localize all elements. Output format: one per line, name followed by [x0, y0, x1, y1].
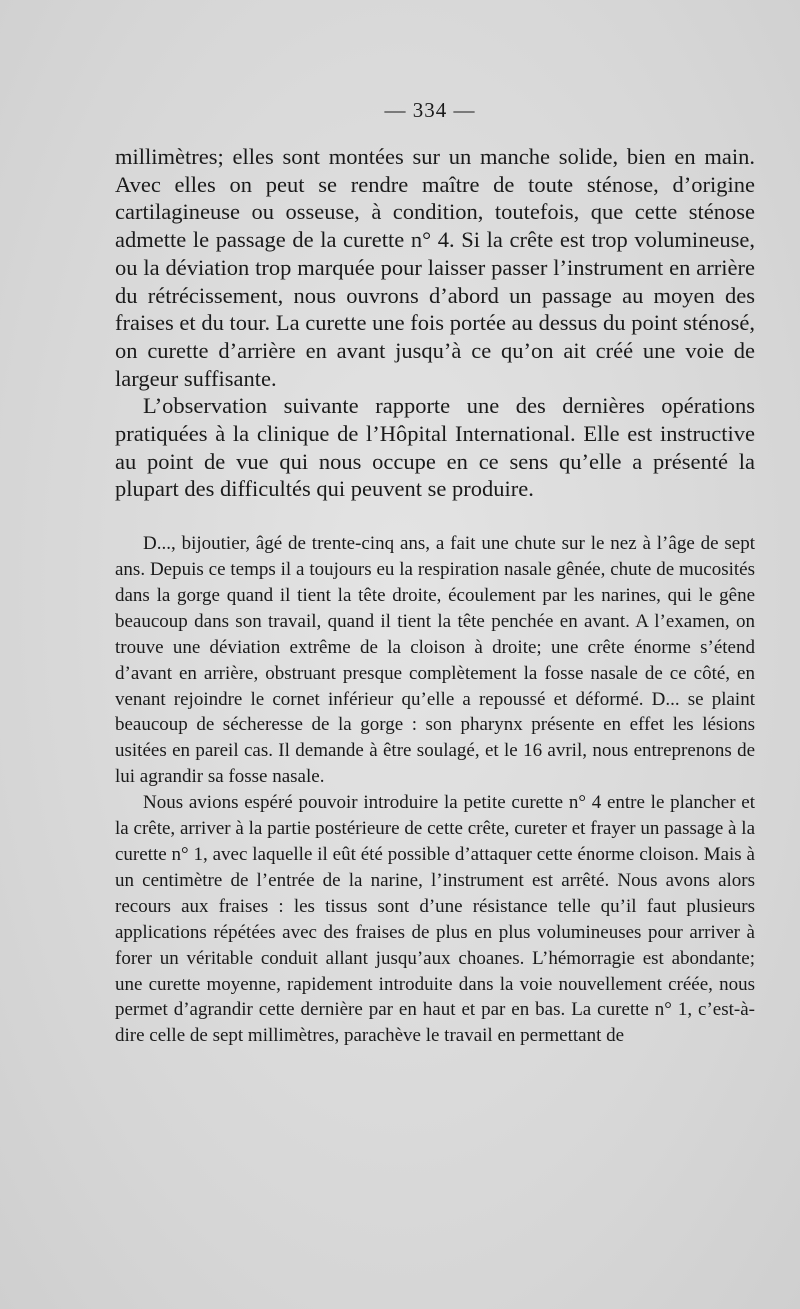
paragraph-case-history: D..., bijoutier, âgé de trente-cinq ans, a fait une chute sur le nez à l’âge de sept ans. Depuis ce temps il a toujours eu la respiration nasale gênée, chute de mucosités dans la gorge quand il tient la tête droite, écoulement par les narines, qui le gêne beaucoup dans son travail, quand il tient la tête penchée en avant. A l’examen, on trouve une déviation extrême de la cloison à droite; une crête énorme s’étend d’avant en arrière, obstruant presque complètement la fosse nasale de ce côté, en venant rejoindre le cornet inférieur qu’elle a repoussé et déformé. D... se plaint beaucoup de sécheresse de la gorge : son pharynx présente en effet les lésions usitées en pareil cas. Il demande à être soulagé, et le 16 avril, nous entreprenons de lui agrandir sa fosse nasale.: [115, 533, 755, 788]
paragraph-instrument-description: millimètres; elles sont montées sur un manche solide, bien en main. Avec elles on peut se rendre maître de toute sténose, d’origine cartilagineuse ou osseuse, à condition, toutefois, que cette sténose admette le passage de la curette n° 4. Si la crête est trop volumineuse, ou la déviation trop marquée pour laisser passer l’instrument en arrière du rétrécissement, nous ouvrons d’abord un passage au moyen des fraises et du tour. La curette une fois portée au dessus du point sténosé, on curette d’arrière en avant jusqu’à ce qu’on ait créé une voie de largeur suffisante.: [115, 144, 755, 391]
body-text: [115, 143, 755, 1049]
page-number: — 334 —: [384, 98, 476, 122]
paragraph-operation-account: Nous avions espéré pouvoir introduire la petite curette n° 4 entre le plancher et la crête, arriver à la partie postérieure de cette crête, cureter et frayer un passage à la curette n° 1, avec laquelle il eût été possible d’attaquer cette énorme cloison. Mais à un centimètre de l’entrée de la narine, l’instrument est arrêté. Nous avons alors recours aux fraises : les tissus sont d’une résistance telle qu’il faut plusieurs applications répétées avec des fraises de plus en plus volumineuses pour arriver à forer un véritable conduit allant jusqu’aux choanes. L’hémorragie est abondante; une curette moyenne, rapidement introduite dans la voie nouvellement créée, nous permet d’agrandir cette dernière par en haut et par en bas. La curette n° 1, c’est-à-dire celle de sept millimètres, parachève le travail en permettant de: [115, 792, 755, 1047]
paragraph-observation-intro: L’observation suivante rapporte une des dernières opérations pratiquées à la clinique de l’Hôpital International. Elle est instructive au point de vue qui nous occupe en ce sens qu’elle a présenté la plupart des difficultés qui peuvent se produire.: [115, 393, 755, 502]
paragraph-spacer: [115, 503, 755, 531]
